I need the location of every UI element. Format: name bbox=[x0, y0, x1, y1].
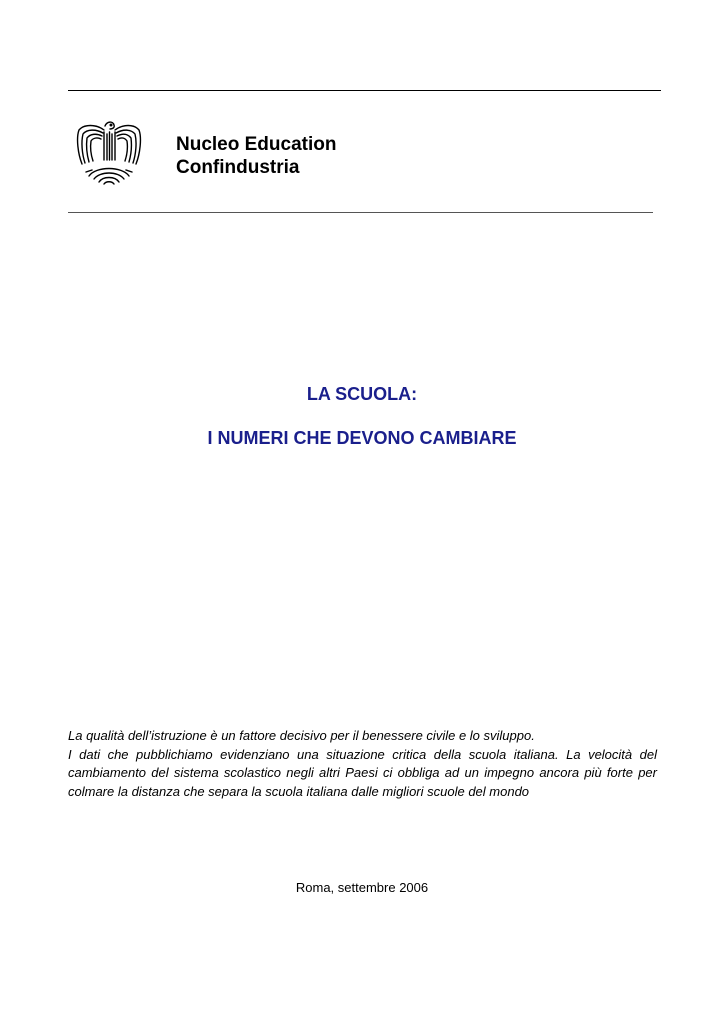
intro-text bbox=[68, 727, 657, 801]
confindustria-logo-icon bbox=[74, 120, 144, 186]
org-name-line-1: Nucleo Education bbox=[176, 134, 337, 155]
document-title-line-2: I NUMERI CHE DEVONO CAMBIARE bbox=[207, 428, 517, 448]
dateline: Roma, settembre 2006 bbox=[295, 880, 429, 895]
intro-paragraph-1: La qualità dell’istruzione è un fattore decisivo per il benessere civile e lo sviluppo. bbox=[68, 728, 535, 743]
organization-name bbox=[176, 133, 336, 179]
header-underline bbox=[68, 212, 653, 213]
top-divider bbox=[68, 90, 661, 91]
intro-paragraph-2: I dati che pubblichiamo evidenziano una situazione critica della scuola italiana. La velocità del cambiamento del sistema scolastico negli altri Paesi ci obbliga ad un impegno ancora più forte per colmare la distanza che separa la scuola italiana dalle migliori scuole del mondo bbox=[68, 746, 657, 799]
org-name-line-2: Confindustria bbox=[176, 157, 300, 178]
document-title-line-1: LA SCUOLA: bbox=[306, 384, 418, 404]
